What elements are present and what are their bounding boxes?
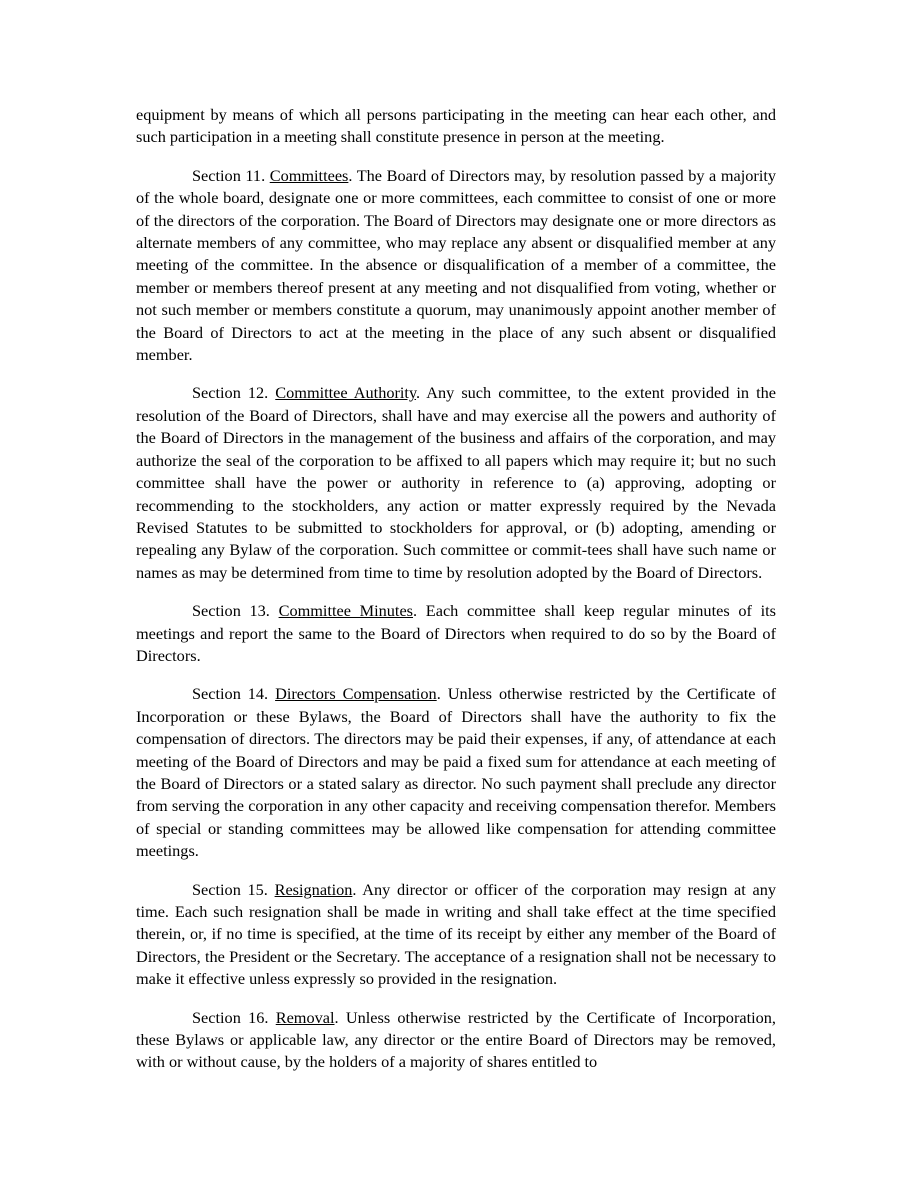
- section-label: Section 12.: [192, 383, 269, 403]
- paragraph-section-15: [136, 879, 776, 991]
- paragraph-section-13: [136, 600, 776, 667]
- paragraph-section-12: [136, 382, 776, 584]
- paragraph-text: equipment by means of which all persons participating in the meeting can hear each other, and such participation in a meeting shall constitute presence in person at the meeting.: [136, 105, 776, 147]
- paragraph-section-14: [136, 683, 776, 862]
- paragraph-text: . Any director or officer of the corporation may resign at any time. Each such resignation shall be made in writing and shall take effect at the time specified therein, or, if no time is specified, at the time of its receipt by either any member of the Board of Directors, the President or the Secretary. The acceptance of a resignation shall not be necessary to make it effective unless expressly so provided in the resignation.: [136, 879, 777, 989]
- section-label: Section 16.: [192, 1007, 269, 1027]
- section-heading: Committee Minutes: [278, 601, 414, 621]
- section-heading: Directors Compensation: [275, 684, 437, 704]
- section-heading: Resignation: [274, 879, 353, 899]
- paragraph-text: . Any such committee, to the extent provided in the resolution of the Board of Directors, shall have and may exercise all the powers and authority of the Board of Directors in the management of the business and affairs of the corporation, and may authorize the seal of the corporation to be affixed to all papers which may require it; but no such committee shall have the power or authority in reference to (a) approving, adopting or recommending to the stockholders, any action or matter expressly required by the Nevada Revised Statutes to be submitted to stockholders for approval, or (b) adopting, amending or repealing any Bylaw of the corporation. Such committee or commit-tees shall have such name or names as may be determined from time to time by resolution adopted by the Board of Directors.: [136, 383, 776, 582]
- paragraph-section-16: [136, 1007, 776, 1074]
- section-label: Section 15.: [192, 879, 268, 899]
- section-heading: Committee Authority: [275, 383, 417, 403]
- paragraph-text: . Unless otherwise restricted by the Certificate of Incorporation, these Bylaws or applicable law, any director or the entire Board of Directors may be removed, with or without cause, by the holders of a majority of shares entitled to: [136, 1007, 776, 1072]
- section-label: Section 13.: [192, 601, 270, 621]
- document-body: [136, 104, 776, 1090]
- section-heading: Committees: [269, 165, 349, 185]
- section-heading: Removal: [275, 1007, 335, 1027]
- section-label: Section 11.: [192, 165, 266, 185]
- paragraph-text: . Each committee shall keep regular minutes of its meetings and report the same to the Board of Directors when required to do so by the Board of Directors.: [136, 601, 776, 665]
- section-label: Section 14.: [192, 684, 269, 704]
- paragraph-text: . Unless otherwise restricted by the Certificate of Incorporation or these Bylaws, the Board of Directors shall have the authority to fix the compensation of directors. The directors may be paid their expenses, if any, of attendance at each meeting of the Board of Directors and may be paid a fixed sum for attendance at each meeting of the Board of Directors or a stated salary as director. No such payment shall preclude any director from serving the corporation in any other capacity and receiving compensation therefor. Members of special or standing committees may be allowed like compensation for attending committee meetings.: [136, 684, 776, 861]
- paragraph-section-11: [136, 165, 776, 367]
- paragraph-text: . The Board of Directors may, by resolution passed by a majority of the whole board, designate one or more committees, each committee to consist of one or more of the directors of the corporation. The Board of Directors may designate one or more directors as alternate members of any committee, who may replace any absent or disqualified member at any meeting of the committee. In the absence or disqualification of a member of a committee, the member or members thereof present at any meeting and not disqualified from voting, whether or not such member or members constitute a quorum, may unanimously appoint another member of the Board of Directors to act at the meeting in the place of any such absent or disqualified member.: [136, 165, 777, 365]
- paragraph-continuation: [136, 104, 776, 149]
